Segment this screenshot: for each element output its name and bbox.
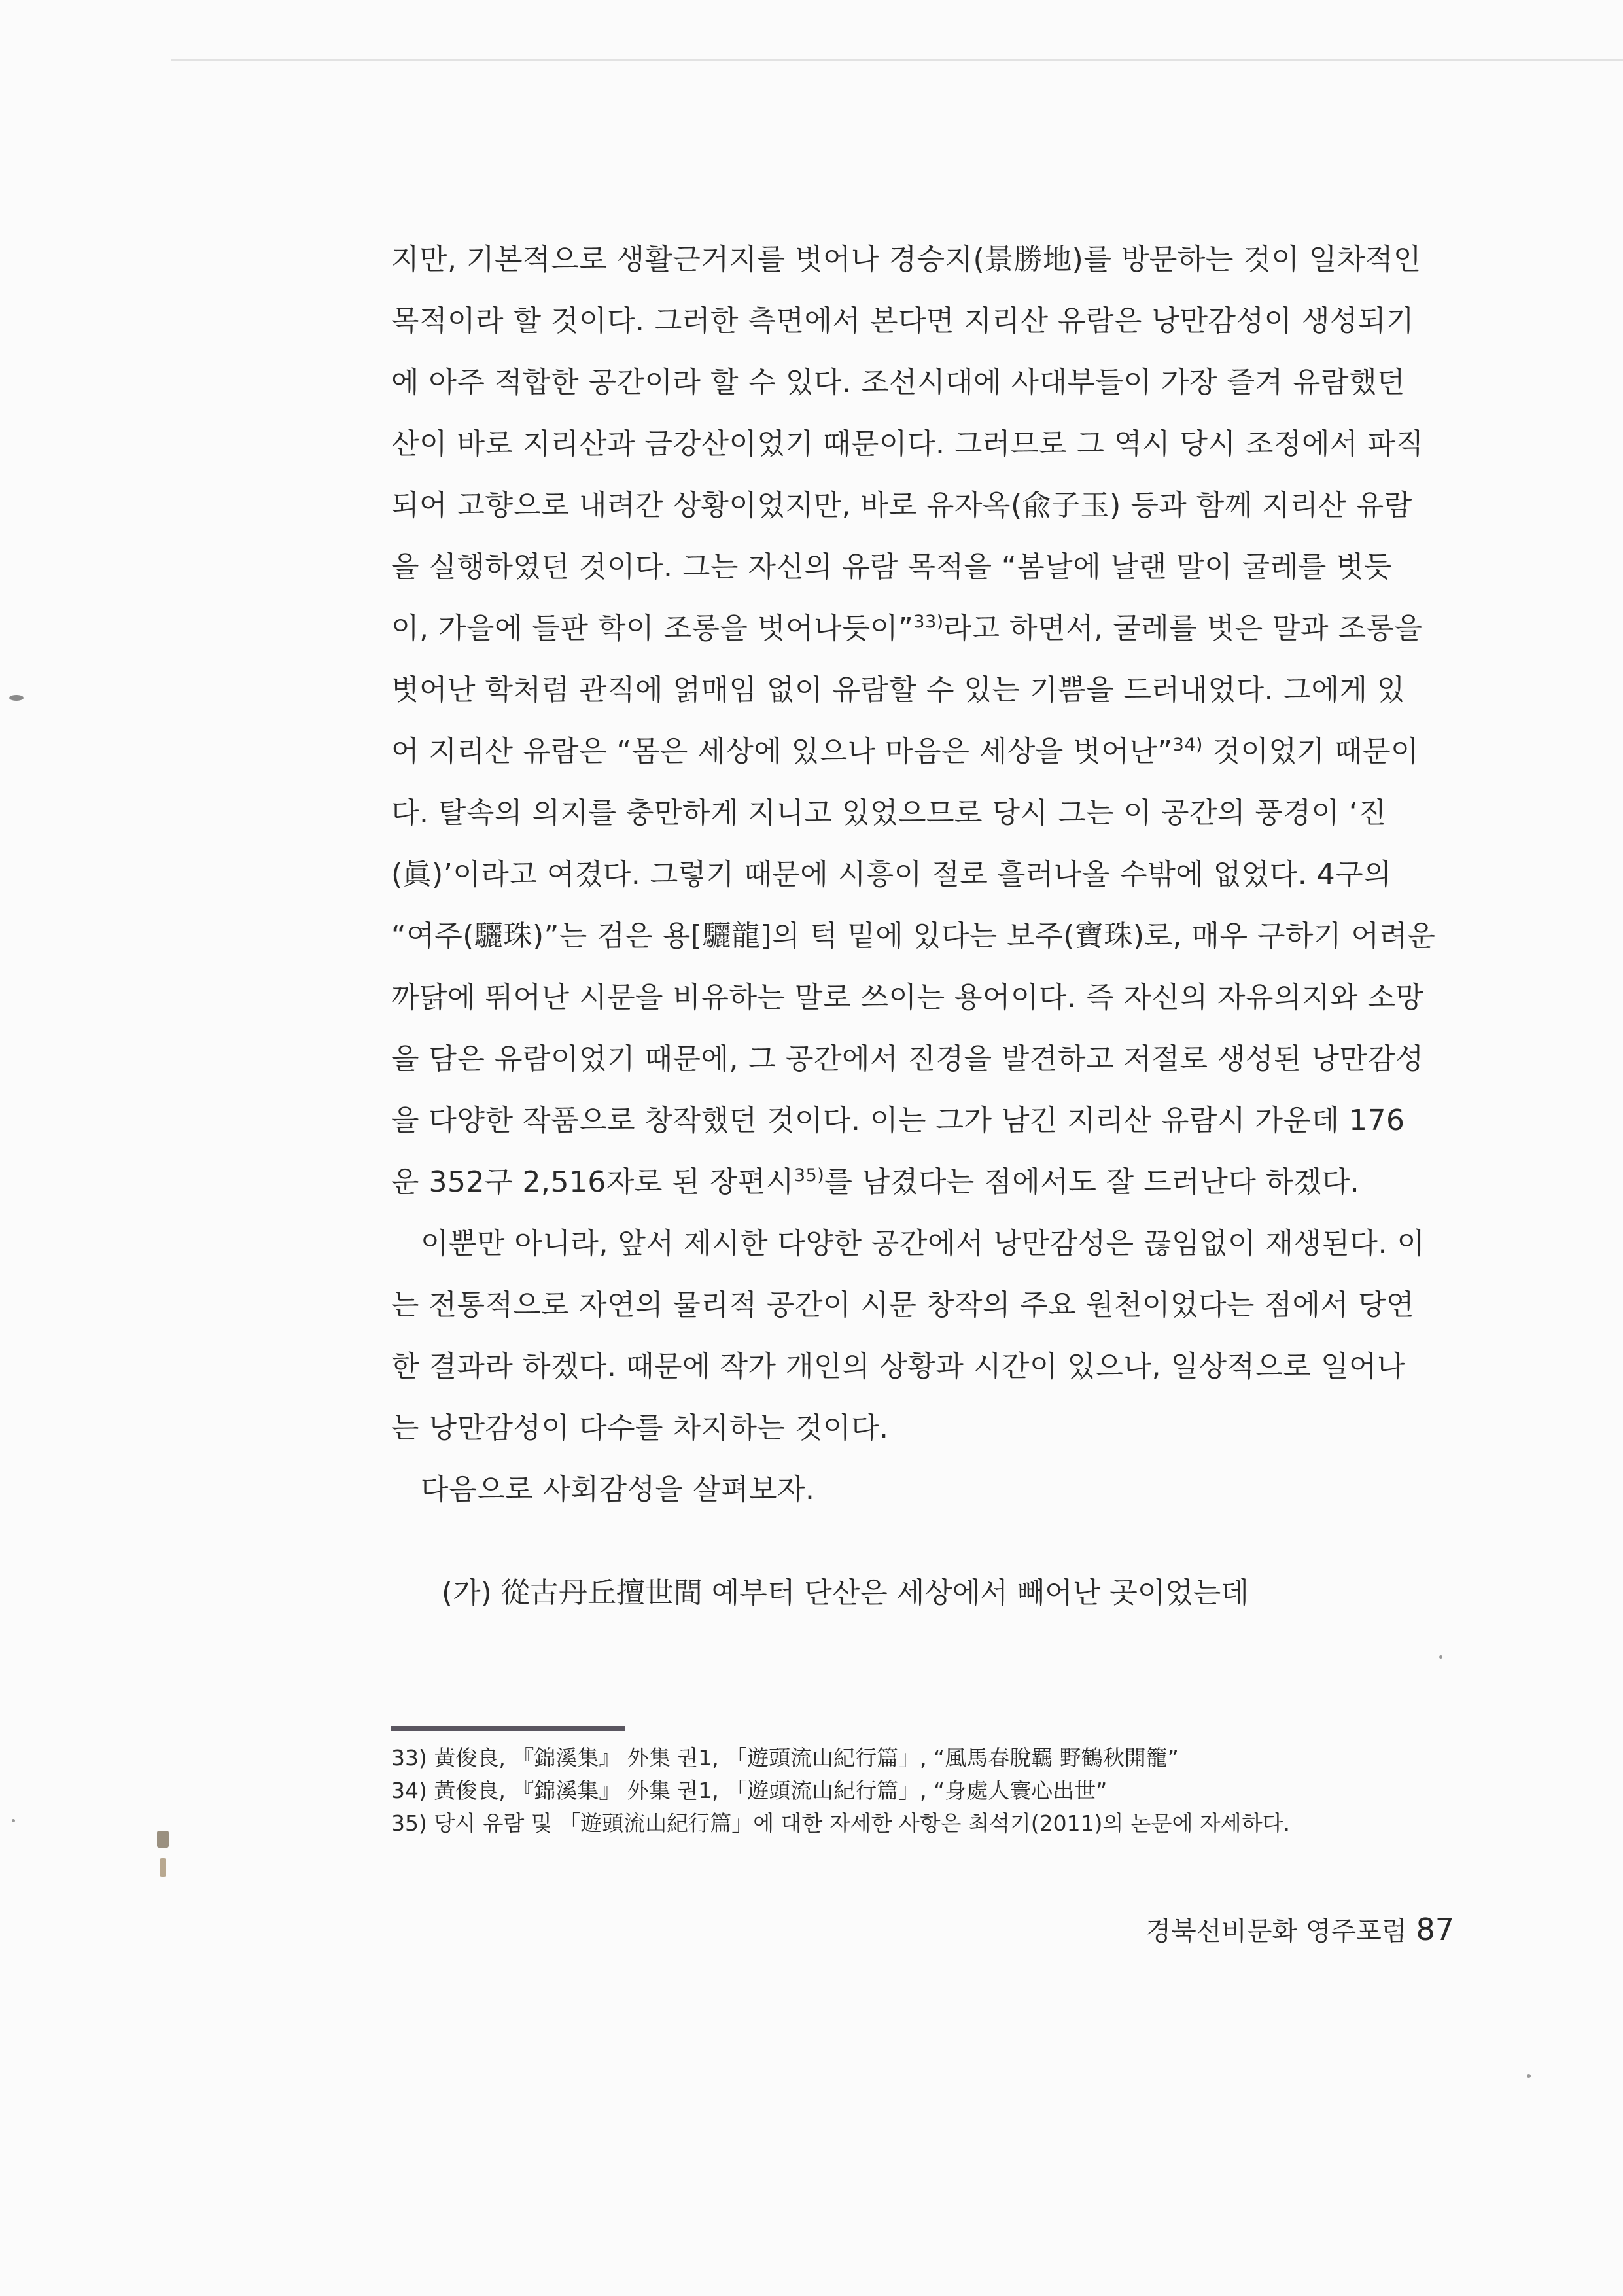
header-rule bbox=[171, 59, 1623, 61]
text-line bbox=[391, 721, 1457, 783]
footnote: 33) 黃俊良, 『錦溪集』 外集 권1, 「遊頭流山紀行篇」, “風馬春脫羈 野鶴秋開籠” bbox=[391, 1745, 1179, 1771]
text-segment: 것이었기 때문이 bbox=[1202, 735, 1419, 768]
text-line: 한 결과라 하겠다. 때문에 작가 개인의 상황과 시간이 있으나, 일상적으로 일어나 bbox=[391, 1350, 1405, 1383]
scan-speck bbox=[157, 1831, 169, 1848]
text-line: 지만, 기본적으로 생활근거지를 벗어나 경승지(景勝地)를 방문하는 것이 일차적인 bbox=[391, 243, 1422, 276]
text-line: 에 아주 적합한 공간이라 할 수 있다. 조선시대에 사대부들이 가장 즐겨 유람했던 bbox=[391, 366, 1405, 399]
paragraph-start-line: 이뿐만 아니라, 앞서 제시한 다양한 공간에서 낭만감성은 끊임없이 재생된다. 이 bbox=[421, 1227, 1425, 1260]
text-line: 는 낭만감성이 다수를 차지하는 것이다. bbox=[391, 1411, 889, 1445]
paragraph-start-line: 다음으로 사회감성을 살펴보자. bbox=[421, 1473, 815, 1506]
text-segment: 이, 가을에 들판 학이 조롱을 벗어나듯이” bbox=[391, 612, 914, 645]
text-line: 을 담은 유람이었기 때문에, 그 공간에서 진경을 발견하고 저절로 생성된 낭만감성 bbox=[391, 1042, 1424, 1076]
publication-title: 경북선비문화 영주포럼 bbox=[1145, 1916, 1407, 1947]
page-number: 87 bbox=[1416, 1912, 1454, 1947]
footnote: 35) 당시 유람 및 「遊頭流山紀行篇」에 대한 자세한 사항은 최석기(2011)의 논문에 자세하다. bbox=[391, 1810, 1290, 1836]
text-line: 까닭에 뛰어난 시문을 비유하는 말로 쓰이는 용어이다. 즉 자신의 자유의지와 소망 bbox=[391, 981, 1424, 1014]
text-segment: 를 남겼다는 점에서도 잘 드러난다 하겠다. bbox=[824, 1165, 1360, 1199]
scan-speck bbox=[160, 1858, 166, 1877]
text-line: (眞)’이라고 여겼다. 그렇기 때문에 시흥이 절로 흘러나올 수밖에 없었다. 4구의 bbox=[391, 858, 1392, 891]
footnote-rule bbox=[391, 1726, 625, 1731]
text-line: 벗어난 학처럼 관직에 얽매임 없이 유람할 수 있는 기쁨을 드러내었다. 그에게 있 bbox=[391, 673, 1405, 707]
scan-speck bbox=[1527, 2074, 1531, 2078]
footnotes bbox=[391, 1742, 1471, 1840]
text-line: 는 전통적으로 자연의 물리적 공간이 시문 창작의 주요 원천이었다는 점에서 당연 bbox=[391, 1288, 1414, 1322]
text-line: 을 다양한 작품으로 창작했던 것이다. 이는 그가 남긴 지리산 유람시 가운데 176 bbox=[391, 1104, 1405, 1137]
text-segment: 라고 하면서, 굴레를 벗은 말과 조롱을 bbox=[943, 612, 1423, 645]
text-line: 을 실행하였던 것이다. 그는 자신의 유람 목적을 “봄날에 날랜 말이 굴레를 벗듯 bbox=[391, 550, 1393, 584]
text-line: 목적이라 할 것이다. 그러한 측면에서 본다면 지리산 유람은 낭만감성이 생성되기 bbox=[391, 304, 1414, 338]
text-line bbox=[391, 598, 1457, 660]
footnote: 34) 黃俊良, 『錦溪集』 外集 권1, 「遊頭流山紀行篇」, “身處人寰心出世” bbox=[391, 1778, 1108, 1803]
text-segment: 운 352구 2,516자로 된 장편시 bbox=[391, 1165, 794, 1199]
scan-speck bbox=[9, 695, 24, 701]
text-line: “여주(驪珠)”는 검은 용[驪龍]의 턱 밑에 있다는 보주(寶珠)로, 매우 구하기 어려운 bbox=[391, 919, 1436, 953]
footnote-ref[interactable]: 34) bbox=[1172, 735, 1203, 755]
scan-speck bbox=[1439, 1655, 1442, 1659]
text-line: 산이 바로 지리산과 금강산이었기 때문이다. 그러므로 그 역시 당시 조정에서 파직 bbox=[391, 427, 1424, 461]
text-line: 되어 고향으로 내려간 상황이었지만, 바로 유자옥(兪子玉) 등과 함께 지리산 유람 bbox=[391, 489, 1412, 522]
footnote-ref[interactable]: 33) bbox=[913, 612, 944, 632]
text-line: 다. 탈속의 의지를 충만하게 지니고 있었으므로 당시 그는 이 공간의 풍경이 ‘진 bbox=[391, 796, 1387, 830]
page-footer bbox=[1145, 1911, 1454, 1948]
poem-quote: (가) 從古丹丘擅世間 예부터 단산은 세상에서 빼어난 곳이었는데 bbox=[442, 1576, 1249, 1610]
footnote-ref[interactable]: 35) bbox=[794, 1165, 825, 1186]
text-line bbox=[391, 1152, 1457, 1213]
text-segment: 어 지리산 유람은 “몸은 세상에 있으나 마음은 세상을 벗어난” bbox=[391, 735, 1173, 768]
body-text bbox=[391, 229, 1457, 1521]
scan-speck bbox=[12, 1819, 15, 1822]
